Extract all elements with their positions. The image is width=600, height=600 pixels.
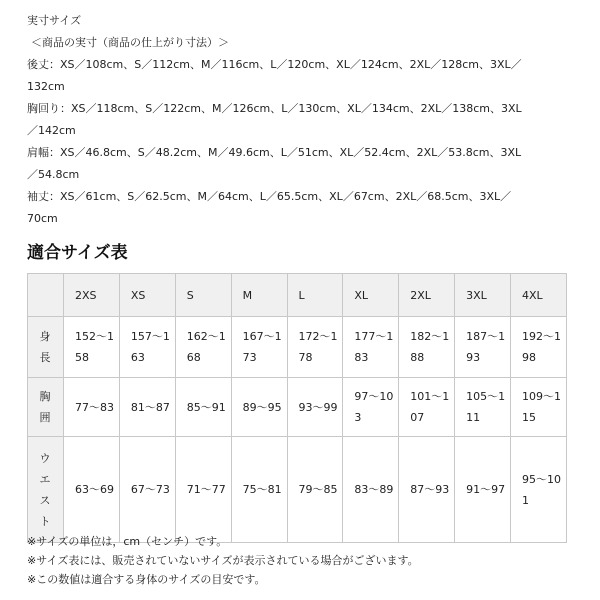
size-header-cell: 4XL xyxy=(511,274,567,317)
table-cell xyxy=(64,378,120,437)
table-cell xyxy=(343,437,399,543)
range-value: 172～178 xyxy=(298,330,338,364)
range-value: 67～73 xyxy=(130,483,170,496)
measurement-line: 70cm xyxy=(27,212,58,225)
measurement-line: 肩幅：XS／46.8cm、S／48.2cm、M／49.6cm、L／51cm、XL／52.4cm、2XL／53.8cm、3XL xyxy=(27,146,522,159)
row-label-text: 身長 xyxy=(39,330,51,364)
table-cell xyxy=(343,378,399,437)
range-value: 152～158 xyxy=(75,330,114,364)
table-cell xyxy=(64,437,120,543)
table-cell xyxy=(231,317,287,378)
table-cell xyxy=(175,378,231,437)
range-value: 91～97 xyxy=(466,483,506,496)
row-label-chest xyxy=(28,378,64,437)
range-value: 63～69 xyxy=(75,483,114,496)
table-cell xyxy=(287,317,343,378)
size-header-cell: 2XS xyxy=(64,274,120,317)
measurement-line: 胸回り：XS／118cm、S／122cm、M／126cm、L／130cm、XL／134cm、2XL／138cm、3XL xyxy=(27,102,522,115)
size-header-cell: S xyxy=(175,274,231,317)
range-value: 177～183 xyxy=(354,330,394,364)
row-label-text: ウエスト xyxy=(39,451,51,528)
range-value: 93～99 xyxy=(298,400,338,414)
table-cell xyxy=(455,378,511,437)
range-value: 89～95 xyxy=(242,400,282,414)
measurement-line: ／142cm xyxy=(27,124,76,137)
note-line: ※サイズ表には、販売されていないサイズが表示されている場合がございます。 xyxy=(27,554,419,567)
size-table-heading: 適合サイズ表 xyxy=(27,243,128,263)
table-row-waist xyxy=(28,437,567,543)
size-header-cell: XS xyxy=(119,274,175,317)
note-line: ※この数値は適合する身体のサイズの目安です。 xyxy=(27,573,266,586)
table-cell xyxy=(399,317,455,378)
range-value: 79～85 xyxy=(298,483,338,496)
row-label-text: 胸囲 xyxy=(39,390,51,424)
size-header-cell: 2XL xyxy=(399,274,455,317)
note-line: ※サイズの単位は，cm（センチ）です。 xyxy=(27,535,228,548)
table-cell xyxy=(399,437,455,543)
range-value: 95～101 xyxy=(522,472,561,507)
range-value: 157～163 xyxy=(130,330,170,364)
table-cell xyxy=(287,378,343,437)
notes-section xyxy=(27,532,419,589)
size-header-cell: M xyxy=(231,274,287,317)
size-header-cell: 3XL xyxy=(455,274,511,317)
measurement-line: ／54.8cm xyxy=(27,168,80,181)
range-value: 83～89 xyxy=(354,483,394,496)
range-value: 97～103 xyxy=(354,390,394,424)
table-cell xyxy=(119,317,175,378)
size-header-cell: XL xyxy=(343,274,399,317)
range-value: 182～188 xyxy=(410,330,450,364)
table-cell xyxy=(455,317,511,378)
measurements-title: 実寸サイズ xyxy=(27,14,82,27)
measurement-line: 132cm xyxy=(27,80,65,93)
measurement-line: 後丈：XS／108cm、S／112cm、M／116cm、L／120cm、XL／124cm、2XL／128cm、3XL／ xyxy=(27,58,522,71)
range-value: 75～81 xyxy=(242,483,282,496)
range-value: 187～193 xyxy=(466,330,506,364)
size-table xyxy=(27,273,567,543)
row-label-waist xyxy=(28,437,64,543)
table-row-height xyxy=(28,317,567,378)
table-cell xyxy=(343,317,399,378)
range-value: 87～93 xyxy=(410,483,450,496)
table-cell xyxy=(287,437,343,543)
size-header-cell: L xyxy=(287,274,343,317)
table-cell xyxy=(175,317,231,378)
corner-cell xyxy=(28,274,64,317)
range-value: 71～77 xyxy=(186,483,226,496)
row-label-height xyxy=(28,317,64,378)
measurements-section xyxy=(27,10,522,230)
range-value: 77～83 xyxy=(75,400,114,414)
range-value: 105～111 xyxy=(466,390,506,424)
measurement-line: 袖丈：XS／61cm、S／62.5cm、M／64cm、L／65.5cm、XL／67cm、2XL／68.5cm、3XL／ xyxy=(27,190,512,203)
size-header-row xyxy=(28,274,567,317)
table-cell xyxy=(511,378,567,437)
table-cell xyxy=(231,437,287,543)
measurements-subtitle: ＜商品の実寸（商品の仕上がり寸法）＞ xyxy=(31,36,229,49)
table-cell xyxy=(455,437,511,543)
table-cell xyxy=(175,437,231,543)
table-cell xyxy=(119,437,175,543)
range-value: 192～198 xyxy=(522,330,561,364)
range-value: 81～87 xyxy=(130,400,170,414)
range-value: 109～115 xyxy=(522,390,561,424)
range-value: 85～91 xyxy=(186,400,226,414)
range-value: 162～168 xyxy=(186,330,226,364)
table-cell xyxy=(511,317,567,378)
table-row-chest xyxy=(28,378,567,437)
table-cell xyxy=(399,378,455,437)
range-value: 167～173 xyxy=(242,330,282,364)
table-cell xyxy=(511,437,567,543)
table-cell xyxy=(231,378,287,437)
table-cell xyxy=(119,378,175,437)
table-cell xyxy=(64,317,120,378)
range-value: 101～107 xyxy=(410,390,450,424)
